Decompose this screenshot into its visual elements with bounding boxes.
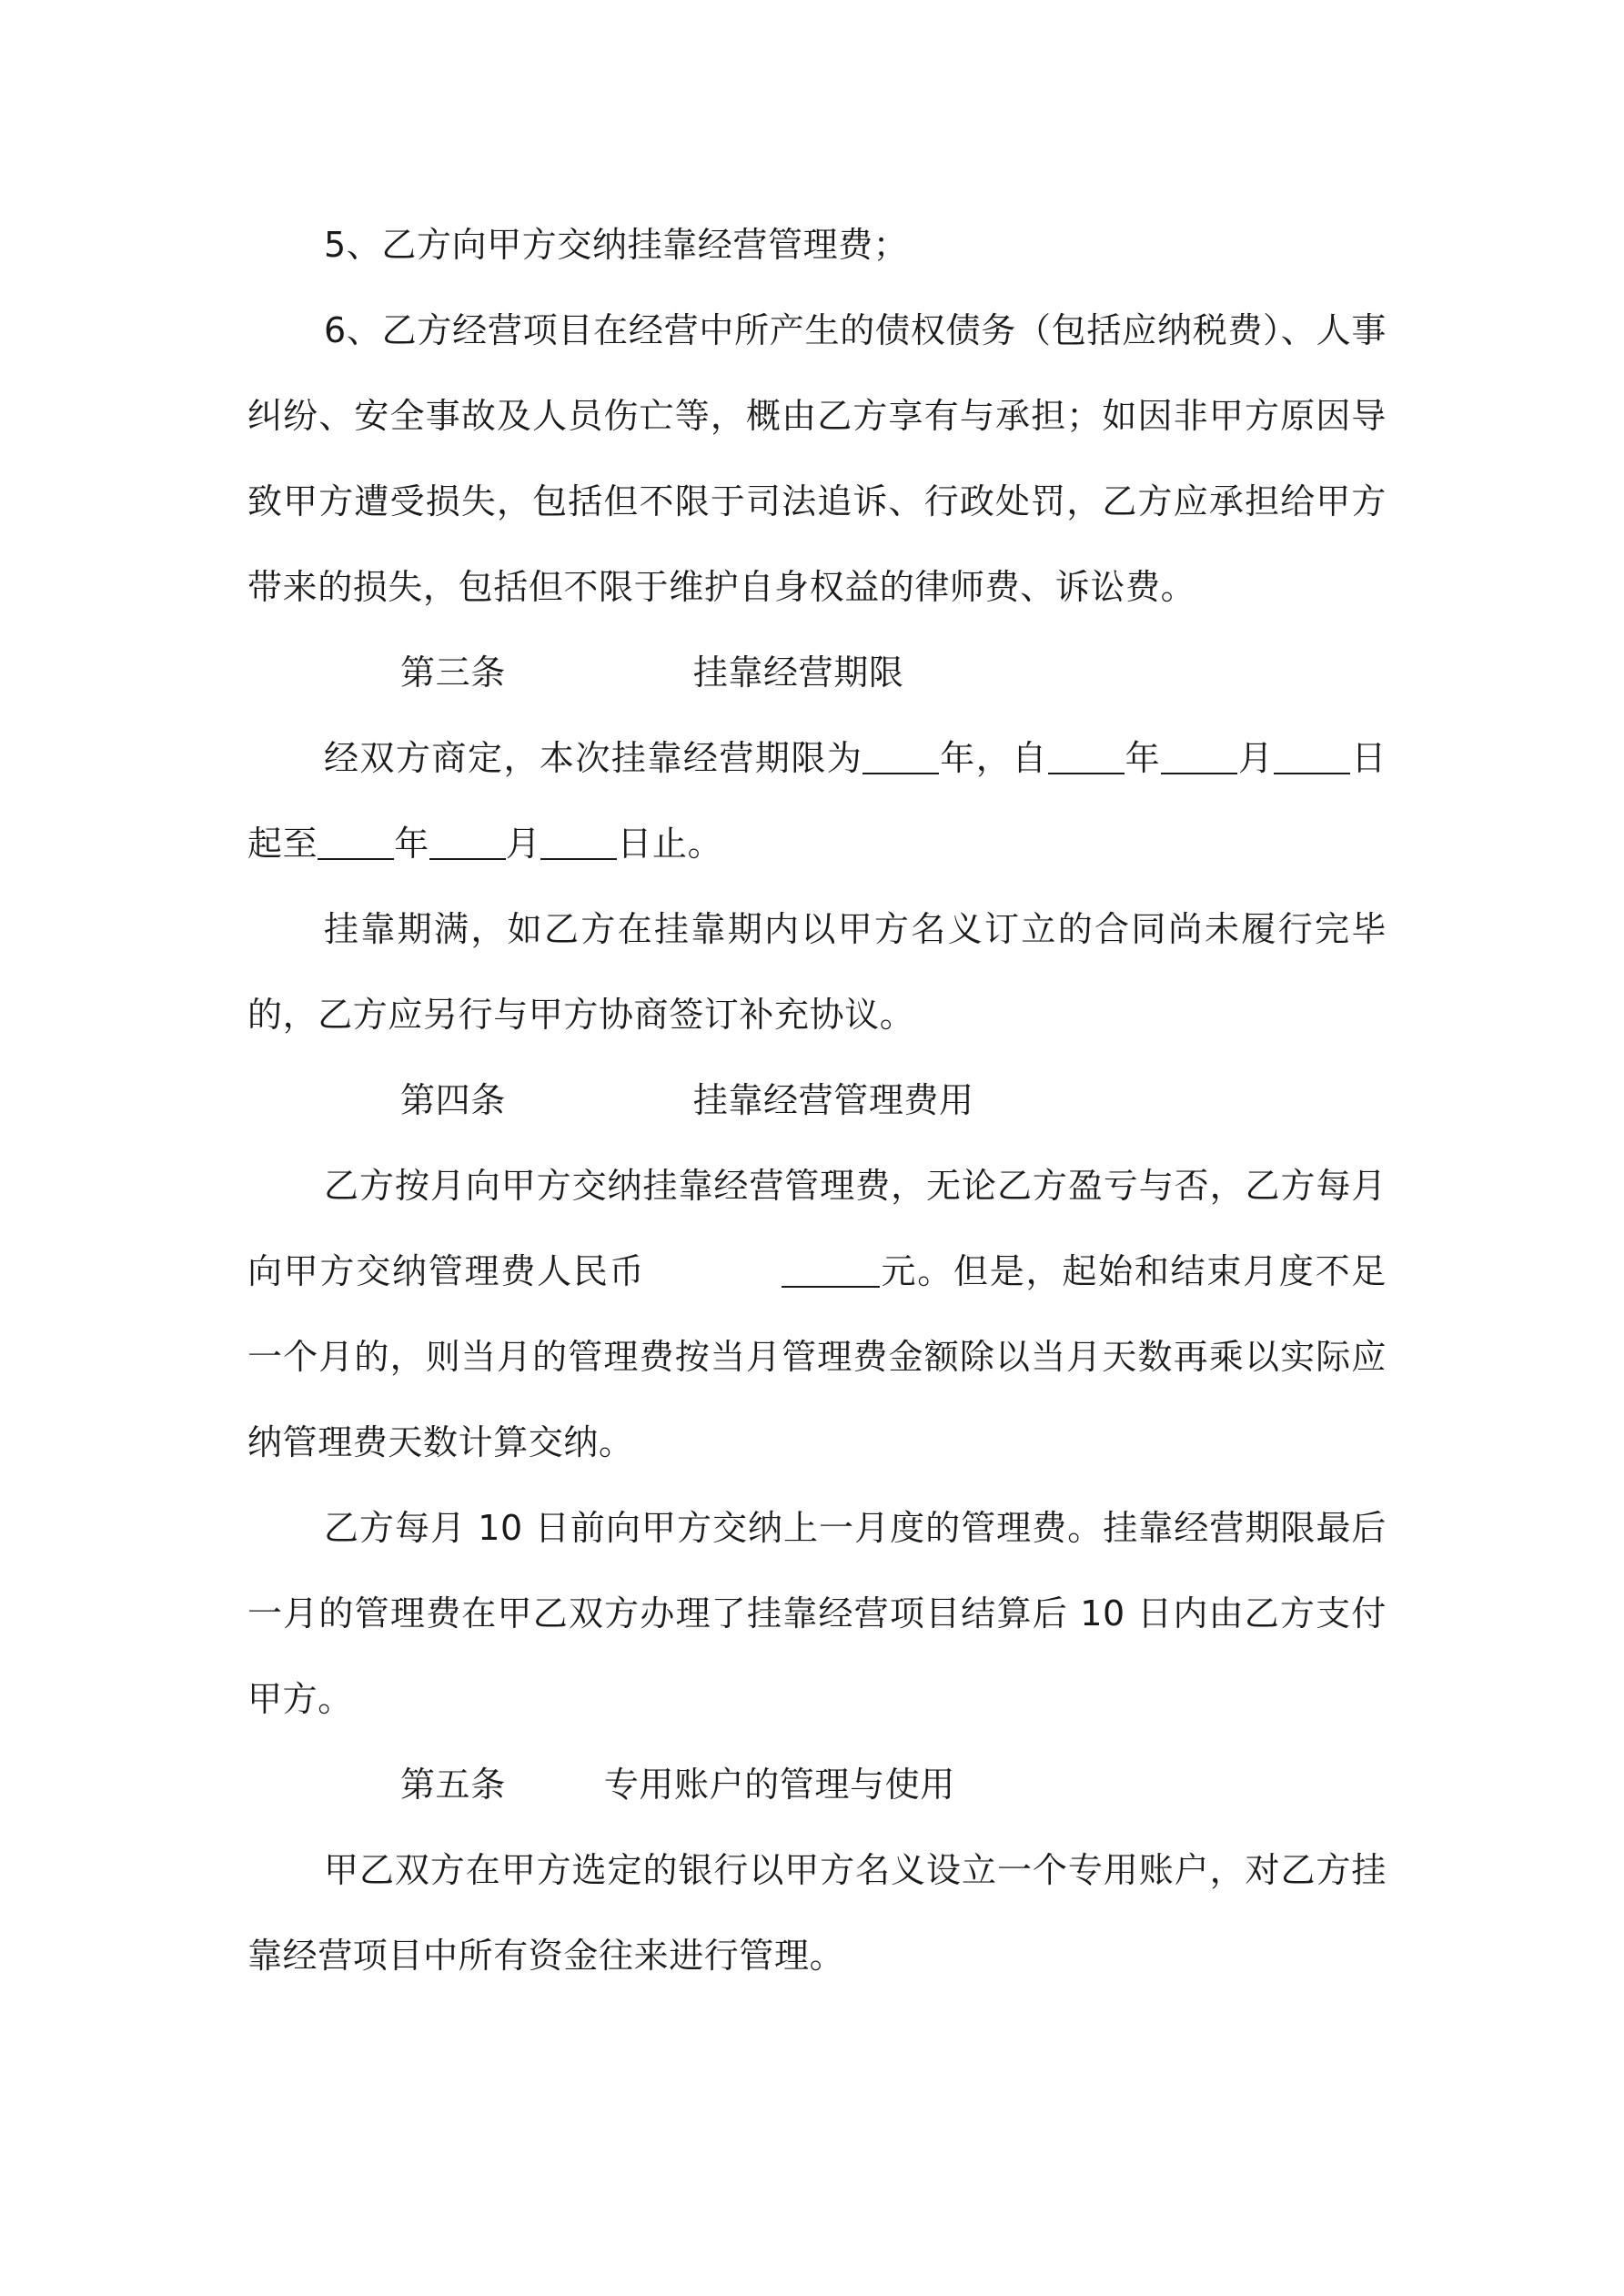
article-3-heading — [247, 630, 1387, 715]
clause-item-6: 6、乙方经营项目在经营中所产生的债权债务（包括应纳税费）、人事纠纷、安全事故及人员伤亡等，概由乙方享有与承担；如因非甲方原因导致甲方遭受损失，包括但不限于司法追诉、行政处罚，乙方应承担给甲方带来的损失，包括但不限于维护自身权益的律师费、诉讼费。 — [247, 310, 1387, 607]
article-3-number: 第三条 — [400, 652, 506, 693]
fee-text-a: 乙方按月向甲方交纳挂靠经营管理费，无论乙方盈亏与否，乙方每月向甲方交纳管理费人民币 — [247, 1166, 1387, 1291]
article-5-heading — [247, 1742, 1387, 1827]
article-5-title: 专用账户的管理与使用 — [603, 1765, 955, 1805]
fee-paragraph — [247, 1143, 1387, 1485]
article-3-title: 挂靠经营期限 — [692, 652, 904, 693]
term-text-f: 年 — [394, 824, 429, 864]
term-paragraph — [247, 715, 1387, 886]
blank-start-day — [1274, 738, 1350, 774]
blank-fee-amount — [782, 1251, 880, 1288]
term-text-a: 经双方商定，本次挂靠经营期限为 — [324, 738, 863, 778]
article-5-number: 第五条 — [400, 1765, 506, 1805]
article-4-number: 第四条 — [400, 1080, 506, 1120]
term-text-c: 年 — [1124, 738, 1162, 778]
term-text-g: 月 — [505, 824, 541, 864]
term-text-h: 日止。 — [617, 824, 723, 864]
term-text-d: 月 — [1237, 738, 1275, 778]
article-4-heading — [247, 1057, 1387, 1143]
term-text-e: 日起至 — [247, 738, 1387, 864]
blank-start-year — [1048, 738, 1125, 774]
expiry-paragraph: 挂靠期满，如乙方在挂靠期内以甲方名义订立的合同尚未履行完毕的，乙方应另行与甲方协商签订补充协议。 — [247, 909, 1387, 1035]
clause-item-5: 5、乙方向甲方交纳挂靠经营管理费； — [324, 225, 909, 265]
blank-years — [862, 738, 939, 774]
blank-end-month — [429, 824, 506, 860]
blank-end-year — [318, 824, 394, 860]
payment-paragraph: 乙方每月 10 日前向甲方交纳上一月度的管理费。挂靠经营期限最后一月的管理费在甲乙双方办理了挂靠经营项目结算后 10 日内由乙方支付甲方。 — [247, 1508, 1387, 1719]
fee-text-b: 元。但是，起始和结束月度不足一个月的，则当月的管理费按当月管理费金额除以当月天数再乘以实际应纳管理费天数计算交纳。 — [247, 1251, 1387, 1462]
blank-start-month — [1161, 738, 1237, 774]
contract-body — [247, 202, 1387, 1998]
blank-end-day — [540, 824, 617, 860]
term-text-b: 年，自 — [939, 738, 1048, 778]
account-paragraph: 甲乙双方在甲方选定的银行以甲方名义设立一个专用账户，对乙方挂靠经营项目中所有资金往来进行管理。 — [247, 1850, 1387, 1976]
article-4-title: 挂靠经营管理费用 — [692, 1080, 974, 1120]
